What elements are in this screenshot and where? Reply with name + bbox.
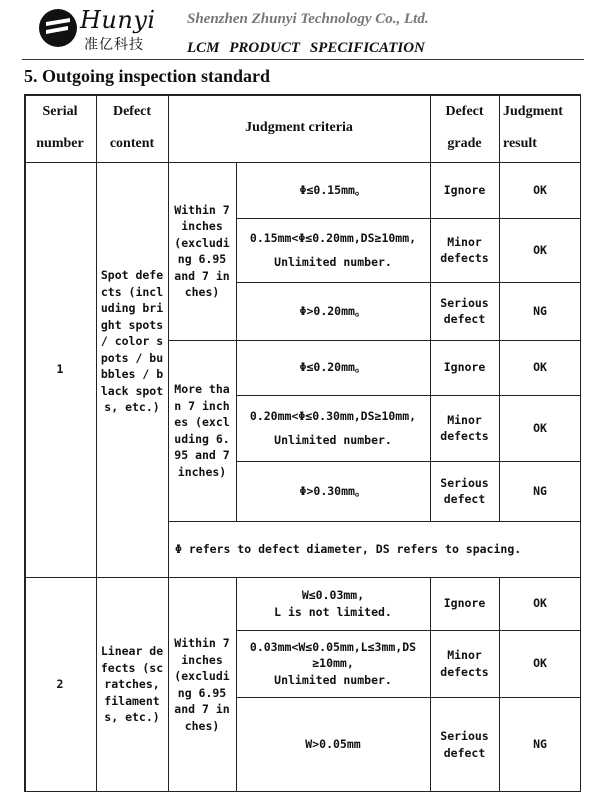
spot-grade-1: Ignore: [443, 182, 486, 197]
spot-defect-content: Spot defects (including bright spots / color spots / bubbles / black spots, etc.): [100, 268, 164, 415]
spot-criteria-4: Φ≤0.20mm。: [299, 360, 367, 375]
linear-grade-1: Ignore: [443, 596, 486, 611]
linear-defect-content: Linear defects (scratches, filaments, etc.): [100, 644, 164, 725]
linear-result-3: NG: [533, 737, 547, 752]
spot-grade-3: Serious defect: [440, 295, 489, 326]
spot-grade-6: Serious defect: [440, 475, 489, 506]
hunyi-logo-icon: [38, 8, 78, 48]
spot-result-5: OK: [533, 420, 547, 435]
linear-result-1: OK: [533, 596, 547, 611]
linear-grade-3: Serious defect: [440, 729, 489, 760]
linear-result-2: OK: [533, 656, 547, 671]
section-title: 5. Outgoing inspection standard: [24, 66, 271, 86]
spot-result-1: OK: [533, 182, 547, 197]
spot-criteria-5: 0.20mm<Φ≤0.30mm,DS≥10mm, Unlimited number.: [249, 408, 417, 447]
inspection-table: [24, 94, 581, 792]
linear-criteria-3: W>0.05mm: [305, 737, 361, 752]
linear-size-within-7: Within 7 inches (excluding 6.95 and 7 inches): [174, 636, 230, 733]
serial-number-2: 2: [56, 677, 64, 692]
spot-result-4: OK: [533, 360, 547, 375]
spot-criteria-6: Φ>0.30mm。: [299, 483, 367, 498]
spot-criteria-2: 0.15mm<Φ≤0.20mm,DS≥10mm, Unlimited number.: [249, 230, 417, 269]
company-name: Shenzhen Zhunyi Technology Co., Ltd.: [187, 11, 429, 27]
spot-size-within-7: Within 7 inches (excluding 6.95 and 7 inches): [174, 202, 230, 299]
spot-grade-2: Minor defects: [440, 234, 489, 265]
linear-criteria-1: W≤0.03mm, L is not limited.: [274, 588, 392, 619]
header-defect-grade: Defect grade: [445, 104, 484, 151]
linear-criteria-2: 0.03mm<W≤0.05mm,L≤3mm,DS ≥10mm, Unlimited number.: [249, 639, 417, 687]
spot-criteria-3: Φ>0.20mm。: [299, 303, 367, 318]
brand-name-chinese: 准亿科技: [84, 37, 144, 53]
header-divider: [22, 59, 584, 60]
linear-grade-2: Minor defects: [440, 648, 489, 679]
spot-result-3: NG: [533, 303, 547, 318]
brand-name: Hunyi: [80, 6, 156, 34]
header-judgment-criteria: Judgment criteria: [245, 120, 353, 135]
serial-number-1: 1: [56, 362, 64, 377]
header-serial-number: Serial number: [36, 104, 84, 151]
spot-result-6: NG: [533, 483, 547, 498]
spot-result-2: OK: [533, 242, 547, 257]
spot-criteria-1: Φ≤0.15mm。: [299, 182, 367, 197]
header-judgment-result: Judgment result: [503, 104, 563, 151]
spot-size-over-7: More than 7 inches (excluding 6.95 and 7 inches): [174, 382, 230, 479]
header-defect-content: Defect content: [109, 104, 155, 151]
spot-grade-4: Ignore: [443, 360, 486, 375]
document-title: LCM PRODUCT SPECIFICATION: [187, 40, 425, 56]
spot-note: Φ refers to defect diameter, DS refers to spacing.: [175, 541, 522, 556]
spot-grade-5: Minor defects: [440, 412, 489, 443]
